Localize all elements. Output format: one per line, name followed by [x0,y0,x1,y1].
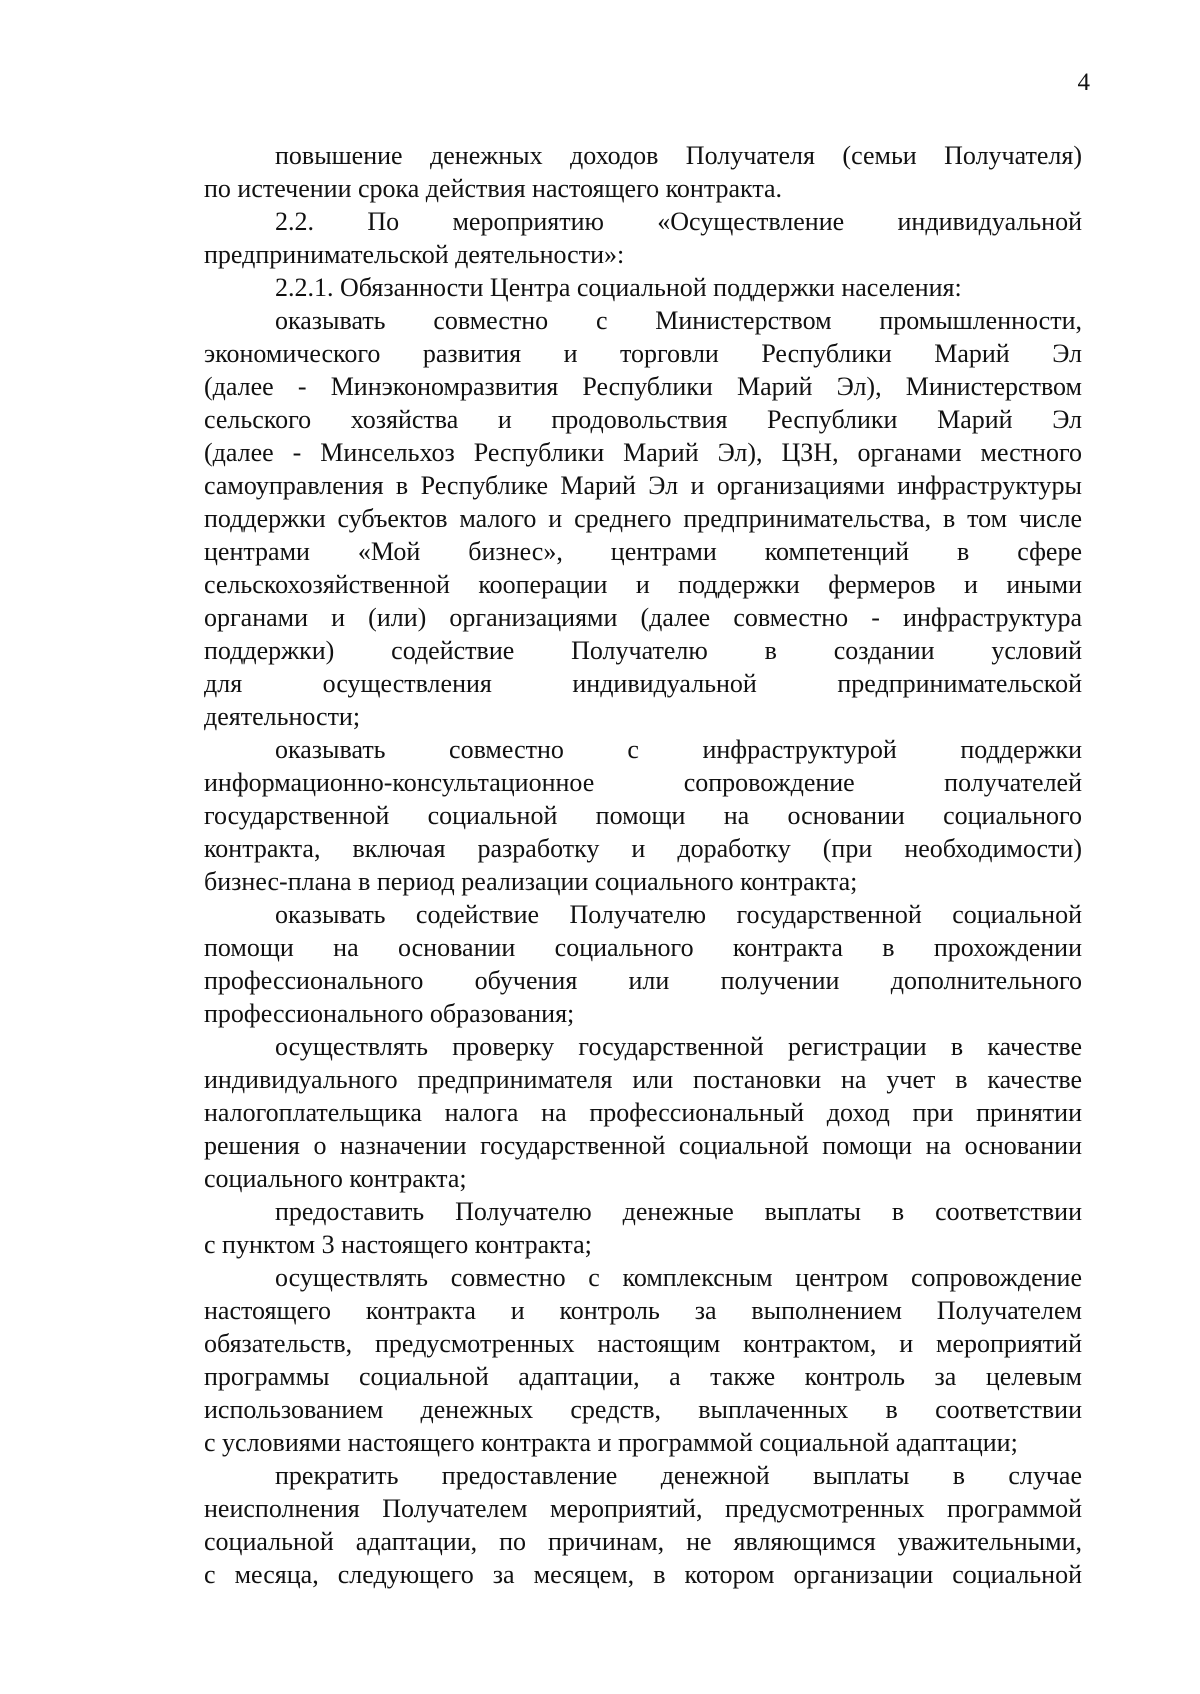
text-line: самоуправления в Республике Марий Эл и организациями инфраструктуры [204,471,1082,500]
text-line: осуществлять проверку государственной регистрации в качестве [275,1032,1082,1061]
text-line: центрами «Мой бизнес», центрами компетенций в сфере [204,537,1082,566]
text-line: деятельности; [204,702,361,731]
text-line: информационно-консультационное сопровождение получателей [204,768,1082,797]
text-line: налогоплательщика налога на профессиональный доход при принятии [204,1098,1082,1127]
text-line: профессионального образования; [204,999,575,1028]
text-line: социального контракта; [204,1164,467,1193]
text-line: бизнес-плана в период реализации социального контракта; [204,867,858,896]
text-line: повышение денежных доходов Получателя (семьи Получателя) [275,141,1082,170]
text-line: поддержки) содействие Получателю в создании условий [204,636,1082,665]
text-line: с условиями настоящего контракта и программой социальной адаптации; [204,1428,1018,1457]
text-line: осуществлять совместно с комплексным центром сопровождение [275,1263,1082,1292]
text-line: неисполнения Получателем мероприятий, предусмотренных программой [204,1494,1082,1523]
text-line: профессионального обучения или получении дополнительного [204,966,1082,995]
text-line: оказывать содействие Получателю государственной социальной [275,900,1082,929]
text-line: контракта, включая разработку и доработку (при необходимости) [204,834,1082,863]
text-line: программы социальной адаптации, а также контроль за целевым [204,1362,1082,1391]
text-line: с месяца, следующего за месяцем, в котором организации социальной [204,1560,1082,1589]
page-number: 4 [1077,69,1090,96]
text-line: настоящего контракта и контроль за выполнением Получателем [204,1296,1082,1325]
text-line: использованием денежных средств, выплаченных в соответствии [204,1395,1082,1424]
text-line: (далее - Минэкономразвития Республики Марий Эл), Министерством [204,372,1082,401]
text-line: государственной социальной помощи на основании социального [204,801,1082,830]
text-line: предпринимательской деятельности»: [204,240,625,269]
text-line: помощи на основании социального контракта в прохождении [204,933,1082,962]
text-line: с пунктом 3 настоящего контракта; [204,1230,592,1259]
text-line: индивидуального предпринимателя или постановки на учет в качестве [204,1065,1082,1094]
text-line: сельскохозяйственной кооперации и поддержки фермеров и иными [204,570,1082,599]
text-line: по истечении срока действия настоящего контракта. [204,174,783,203]
text-line: оказывать совместно с Министерством промышленности, [275,306,1082,335]
text-line: 2.2.1. Обязанности Центра социальной поддержки населения: [275,273,962,302]
document-body [204,139,1082,1591]
text-line: обязательств, предусмотренных настоящим контрактом, и мероприятий [204,1329,1082,1358]
text-line: предоставить Получателю денежные выплаты в соответствии [275,1197,1082,1226]
text-line: поддержки субъектов малого и среднего предпринимательства, в том числе [204,504,1082,533]
text-line: прекратить предоставление денежной выплаты в случае [275,1461,1082,1490]
text-line: для осуществления индивидуальной предпринимательской [204,669,1082,698]
text-line: 2.2. По мероприятию «Осуществление индивидуальной [275,207,1082,236]
text-line: экономического развития и торговли Республики Марий Эл [204,339,1082,368]
text-line: органами и (или) организациями (далее совместно - инфраструктура [204,603,1082,632]
text-line: (далее - Минсельхоз Республики Марий Эл), ЦЗН, органами местного [204,438,1082,467]
text-line: социальной адаптации, по причинам, не являющимся уважительными, [204,1527,1082,1556]
text-line: сельского хозяйства и продовольствия Республики Марий Эл [204,405,1082,434]
text-line: оказывать совместно с инфраструктурой поддержки [275,735,1082,764]
text-line: решения о назначении государственной социальной помощи на основании [204,1131,1082,1160]
